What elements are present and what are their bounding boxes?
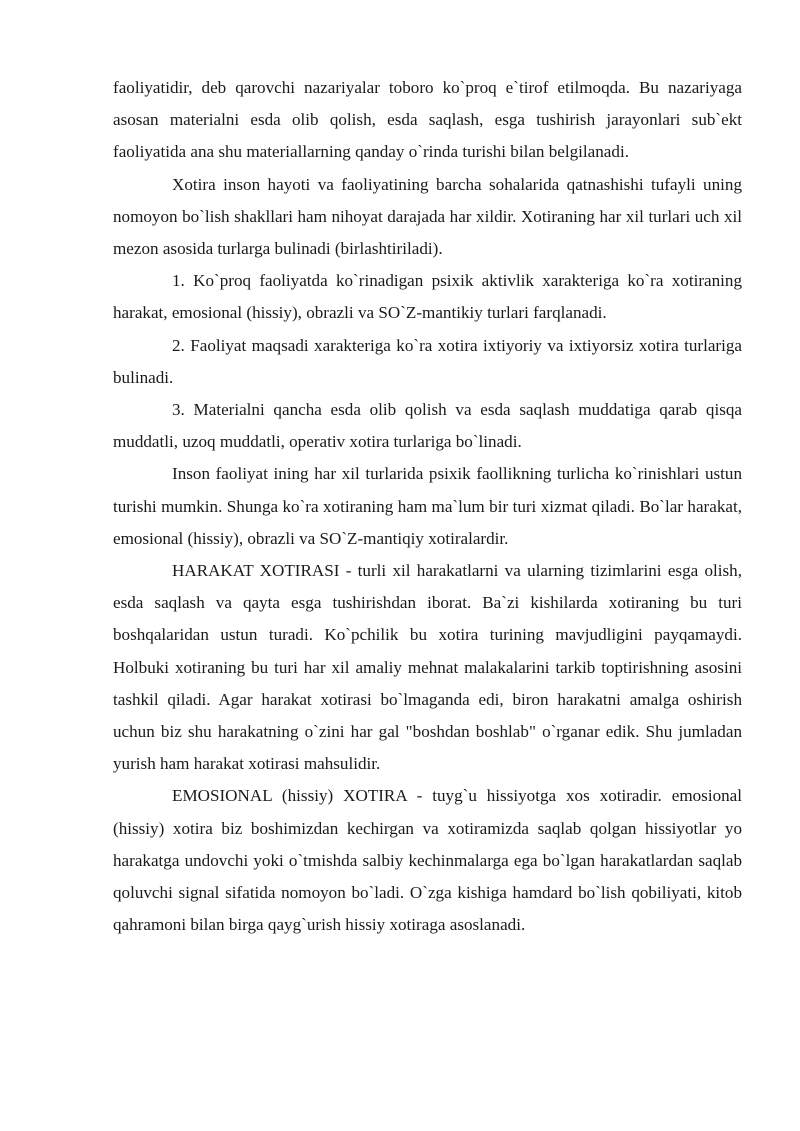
paragraph-emotional-memory: EMOSIONAL (hissiy) XOTIRA - tuyg`u hissiyotga xos xotiradir. emosional (hissiy) xotira biz boshimizdan kechirgan va xotiramizda saqlab qolgan hissiyotlar yo harakatga undovchi yoki o`tmishda salbiy kechinmalarga ega bo`lgan harakatlardan saqlab qoluvchi signal sifatida nomoyon bo`ladi. O`zga kishiga hamdard bo`lish qobiliyati, kitob qahramoni bilan birga qayg`urish hissiy xotiraga asoslanadi. [113, 786, 742, 935]
paragraph-memory-forms: Xotira inson hayoti va faoliyatining barcha sohalarida qatnashishi tufayli uning nomoyon bo`lish shakllari ham nihoyat darajada har xildir. Xotiraning har xil turlari uch xil mezon asosida turlarga bulinadi (birlashtiriladi). [113, 174, 742, 259]
paragraph-list-item-1: 1. Ko`proq faoliyatda ko`rinadigan psixik aktivlik xarakteriga ko`ra xotiraning harakat, emosional (hissiy), obrazli va SO`Z-mantikiy turlari farqlanadi. [113, 271, 742, 323]
paragraph-continuation: faoliyatidir, deb qarovchi nazariyalar toboro ko`proq e`tirof etilmoqda. Bu nazariyaga asosan materialni esda olib qolish, esda saqlash, esga tushirish jarayonlari sub`ekt faoliyatida ana shu materiallarning qanday o`rinda turishi bilan belgilanadi. [113, 78, 742, 162]
paragraph-motor-memory: HARAKAT XOTIRASI - turli xil harakatlarni va ularning tizimlarini esga olish, esda saqlash va qayta esga tushirishdan iborat. Ba`zi kishilarda xotiraning bu turi boshqalaridan ustun turadi. Ko`pchilik bu xotira turining mavjudligini payqamaydi. Holbuki xotiraning bu turi har xil amaliy mehnat malakalarini tarkib toptirishning asosini tashkil qiladi. Agar harakat xotirasi bo`lmaganda edi, biron harakatni amalga oshirish uchun biz shu harakatning o`zini har gal "boshdan boshlab" o`rganar edik. Shu jumladan yurish ham harakat xotirasi mahsulidir. [113, 561, 742, 774]
paragraph-list-item-3: 3. Materialni qancha esda olib qolish va esda saqlash muddatiga qarab qisqa muddatli, uzoq muddatli, operativ xotira turlariga bo`linadi. [113, 400, 742, 452]
paragraph-memory-types: Inson faoliyat ining har xil turlarida psixik faollikning turlicha ko`rinishlari ustun turishi mumkin. Shunga ko`ra xotiraning ham ma`lum bir turi xizmat qiladi. Bo`lar harakat, emosional (hissiy), obrazli va SO`Z-mantiqiy xotiralardir. [113, 464, 742, 548]
document-page [113, 72, 742, 941]
paragraph-list-item-2: 2. Faoliyat maqsadi xarakteriga ko`ra xotira ixtiyoriy va ixtiyorsiz xotira turlariga bulinadi. [113, 335, 742, 387]
